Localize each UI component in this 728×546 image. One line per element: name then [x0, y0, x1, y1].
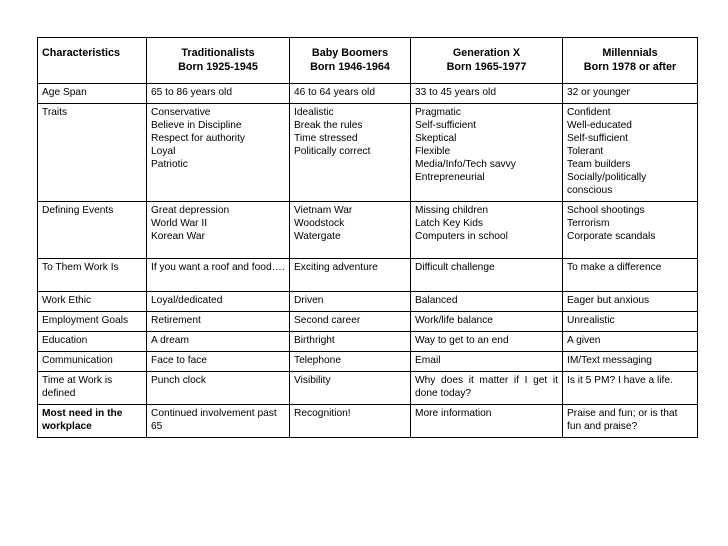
cell-line: Driven [294, 295, 324, 306]
table-cell [411, 405, 563, 438]
cell-line: Self-sufficient [415, 120, 476, 131]
cell-line: Telephone [294, 355, 342, 366]
header-traditionalists [147, 38, 290, 84]
table-row [38, 84, 698, 104]
table-cell [147, 405, 290, 438]
cell-line: Pragmatic [415, 107, 461, 118]
cell-line: Corporate scandals [567, 231, 656, 242]
cell-line: More information [415, 408, 492, 419]
table-cell [290, 372, 411, 405]
table-cell [563, 332, 698, 352]
cell-line: Socially/politically conscious [567, 172, 647, 196]
table-cell [290, 292, 411, 312]
table-body [38, 84, 698, 438]
cell-line: Conservative [151, 107, 211, 118]
cell-line: Unrealistic [567, 315, 615, 326]
cell-line: Latch Key Kids [415, 218, 483, 229]
table-row [38, 405, 698, 438]
cell-line: Break the rules [294, 120, 363, 131]
cell-line: Patriotic [151, 159, 188, 170]
table-row [38, 259, 698, 292]
cell-line: Well-educated [567, 120, 632, 131]
cell-line: 33 to 45 years old [415, 87, 496, 98]
cell-line: A given [567, 335, 601, 346]
row-label: To Them Work Is [38, 259, 147, 292]
table-cell [411, 259, 563, 292]
cell-line: Email [415, 355, 441, 366]
cell-line: Why does it matter if I get it done today? [415, 375, 558, 399]
table-row [38, 292, 698, 312]
cell-line: Punch clock [151, 375, 206, 386]
table-cell [290, 405, 411, 438]
row-label: Traits [38, 104, 147, 202]
row-label: Defining Events [38, 202, 147, 259]
table-cell [563, 292, 698, 312]
cell-line: School shootings [567, 205, 645, 216]
cell-line: Watergate [294, 231, 341, 242]
table-cell [290, 332, 411, 352]
cell-line: Balanced [415, 295, 458, 306]
generations-table [37, 37, 698, 438]
cell-line: World War II [151, 218, 208, 229]
row-label: Work Ethic [38, 292, 147, 312]
cell-line: Entrepreneurial [415, 172, 485, 183]
table-row [38, 372, 698, 405]
table-cell [563, 352, 698, 372]
table-cell [411, 104, 563, 202]
cell-line: Believe in Discipline [151, 120, 242, 131]
cell-line: Idealistic [294, 107, 334, 118]
cell-line: Confident [567, 107, 611, 118]
table-cell [563, 84, 698, 104]
cell-line: Vietnam War [294, 205, 353, 216]
table-cell [563, 405, 698, 438]
table-cell [563, 202, 698, 259]
cell-line: Media/Info/Tech savvy [415, 159, 516, 170]
cell-line: Woodstock [294, 218, 345, 229]
table-row [38, 312, 698, 332]
table-cell [147, 292, 290, 312]
table-cell [147, 312, 290, 332]
table-cell [147, 259, 290, 292]
table-row [38, 352, 698, 372]
table-cell [147, 352, 290, 372]
table-cell [411, 84, 563, 104]
header-line: Characteristics [42, 47, 121, 59]
table-cell [563, 104, 698, 202]
cell-line: Visibility [294, 375, 331, 386]
table-cell [411, 312, 563, 332]
header-line: Born 1978 or after [583, 61, 677, 73]
cell-line: 32 or younger [567, 87, 630, 98]
table-cell [563, 312, 698, 332]
cell-line: Retirement [151, 315, 201, 326]
header-line: Millennials [602, 47, 658, 59]
cell-line: 46 to 64 years old [294, 87, 375, 98]
row-label: Most need in the workplace [38, 405, 147, 438]
header-line: Traditionalists [181, 47, 255, 59]
table-cell [290, 202, 411, 259]
cell-line: Face to face [151, 355, 208, 366]
cell-line: 65 to 86 years old [151, 87, 232, 98]
header-line: Born 1925-1945 [178, 61, 258, 73]
table-cell [411, 332, 563, 352]
cell-line: Self-sufficient [567, 133, 628, 144]
cell-line: Politically correct [294, 146, 371, 157]
table-cell [290, 312, 411, 332]
cell-line: Recognition! [294, 408, 351, 419]
cell-line: Eager but anxious [567, 295, 650, 306]
table-cell [290, 352, 411, 372]
cell-line: Missing children [415, 205, 489, 216]
cell-line: If you want a roof and food…. [151, 262, 285, 273]
cell-line: Great depression [151, 205, 230, 216]
cell-line: Computers in school [415, 231, 508, 242]
cell-line: Continued involvement past 65 [151, 408, 277, 432]
header-row [38, 38, 698, 84]
table-cell [147, 332, 290, 352]
cell-line: Skeptical [415, 133, 457, 144]
table-cell [147, 104, 290, 202]
header-generation-x [411, 38, 563, 84]
cell-line: Time stressed [294, 133, 358, 144]
row-label: Communication [38, 352, 147, 372]
cell-line: Way to get to an end [415, 335, 509, 346]
table-header [38, 38, 698, 84]
cell-line: Flexible [415, 146, 451, 157]
table-cell [411, 372, 563, 405]
cell-line: Team builders [567, 159, 631, 170]
table-cell [290, 104, 411, 202]
cell-line: Terrorism [567, 218, 610, 229]
header-line: Baby Boomers [311, 47, 389, 59]
table-cell [147, 202, 290, 259]
cell-line: Exciting adventure [294, 262, 378, 273]
cell-line: A dream [151, 335, 189, 346]
cell-line: Difficult challenge [415, 262, 495, 273]
cell-line: Work/life balance [415, 315, 493, 326]
cell-line: IM/Text messaging [567, 355, 652, 366]
header-line: Generation X [452, 47, 521, 59]
header-baby-boomers [290, 38, 411, 84]
table-row [38, 104, 698, 202]
table-cell [147, 372, 290, 405]
table-cell [411, 292, 563, 312]
cell-line: Praise and fun; or is that fun and praise? [567, 408, 678, 432]
table-row [38, 202, 698, 259]
row-label: Age Span [38, 84, 147, 104]
header-line: Born 1946-1964 [310, 61, 390, 73]
cell-line: Is it 5 PM? I have a life. [567, 375, 673, 386]
header-millennials [563, 38, 698, 84]
header-characteristics [38, 38, 147, 84]
table-cell [147, 84, 290, 104]
cell-line: Birthright [294, 335, 335, 346]
cell-line: Loyal/dedicated [151, 295, 223, 306]
table-cell [290, 84, 411, 104]
cell-line: Second career [294, 315, 361, 326]
header-line: Born 1965-1977 [446, 61, 527, 73]
cell-line: Tolerant [567, 146, 604, 157]
table-cell [563, 372, 698, 405]
row-label: Time at Work is defined [38, 372, 147, 405]
table-row [38, 332, 698, 352]
row-label: Education [38, 332, 147, 352]
cell-line: Respect for authority [151, 133, 245, 144]
table-cell [563, 259, 698, 292]
table-cell [290, 259, 411, 292]
cell-line: Loyal [151, 146, 176, 157]
table-cell [411, 352, 563, 372]
cell-line: Korean War [151, 231, 205, 242]
row-label: Employment Goals [38, 312, 147, 332]
table-cell [411, 202, 563, 259]
cell-line: To make a difference [567, 262, 662, 273]
